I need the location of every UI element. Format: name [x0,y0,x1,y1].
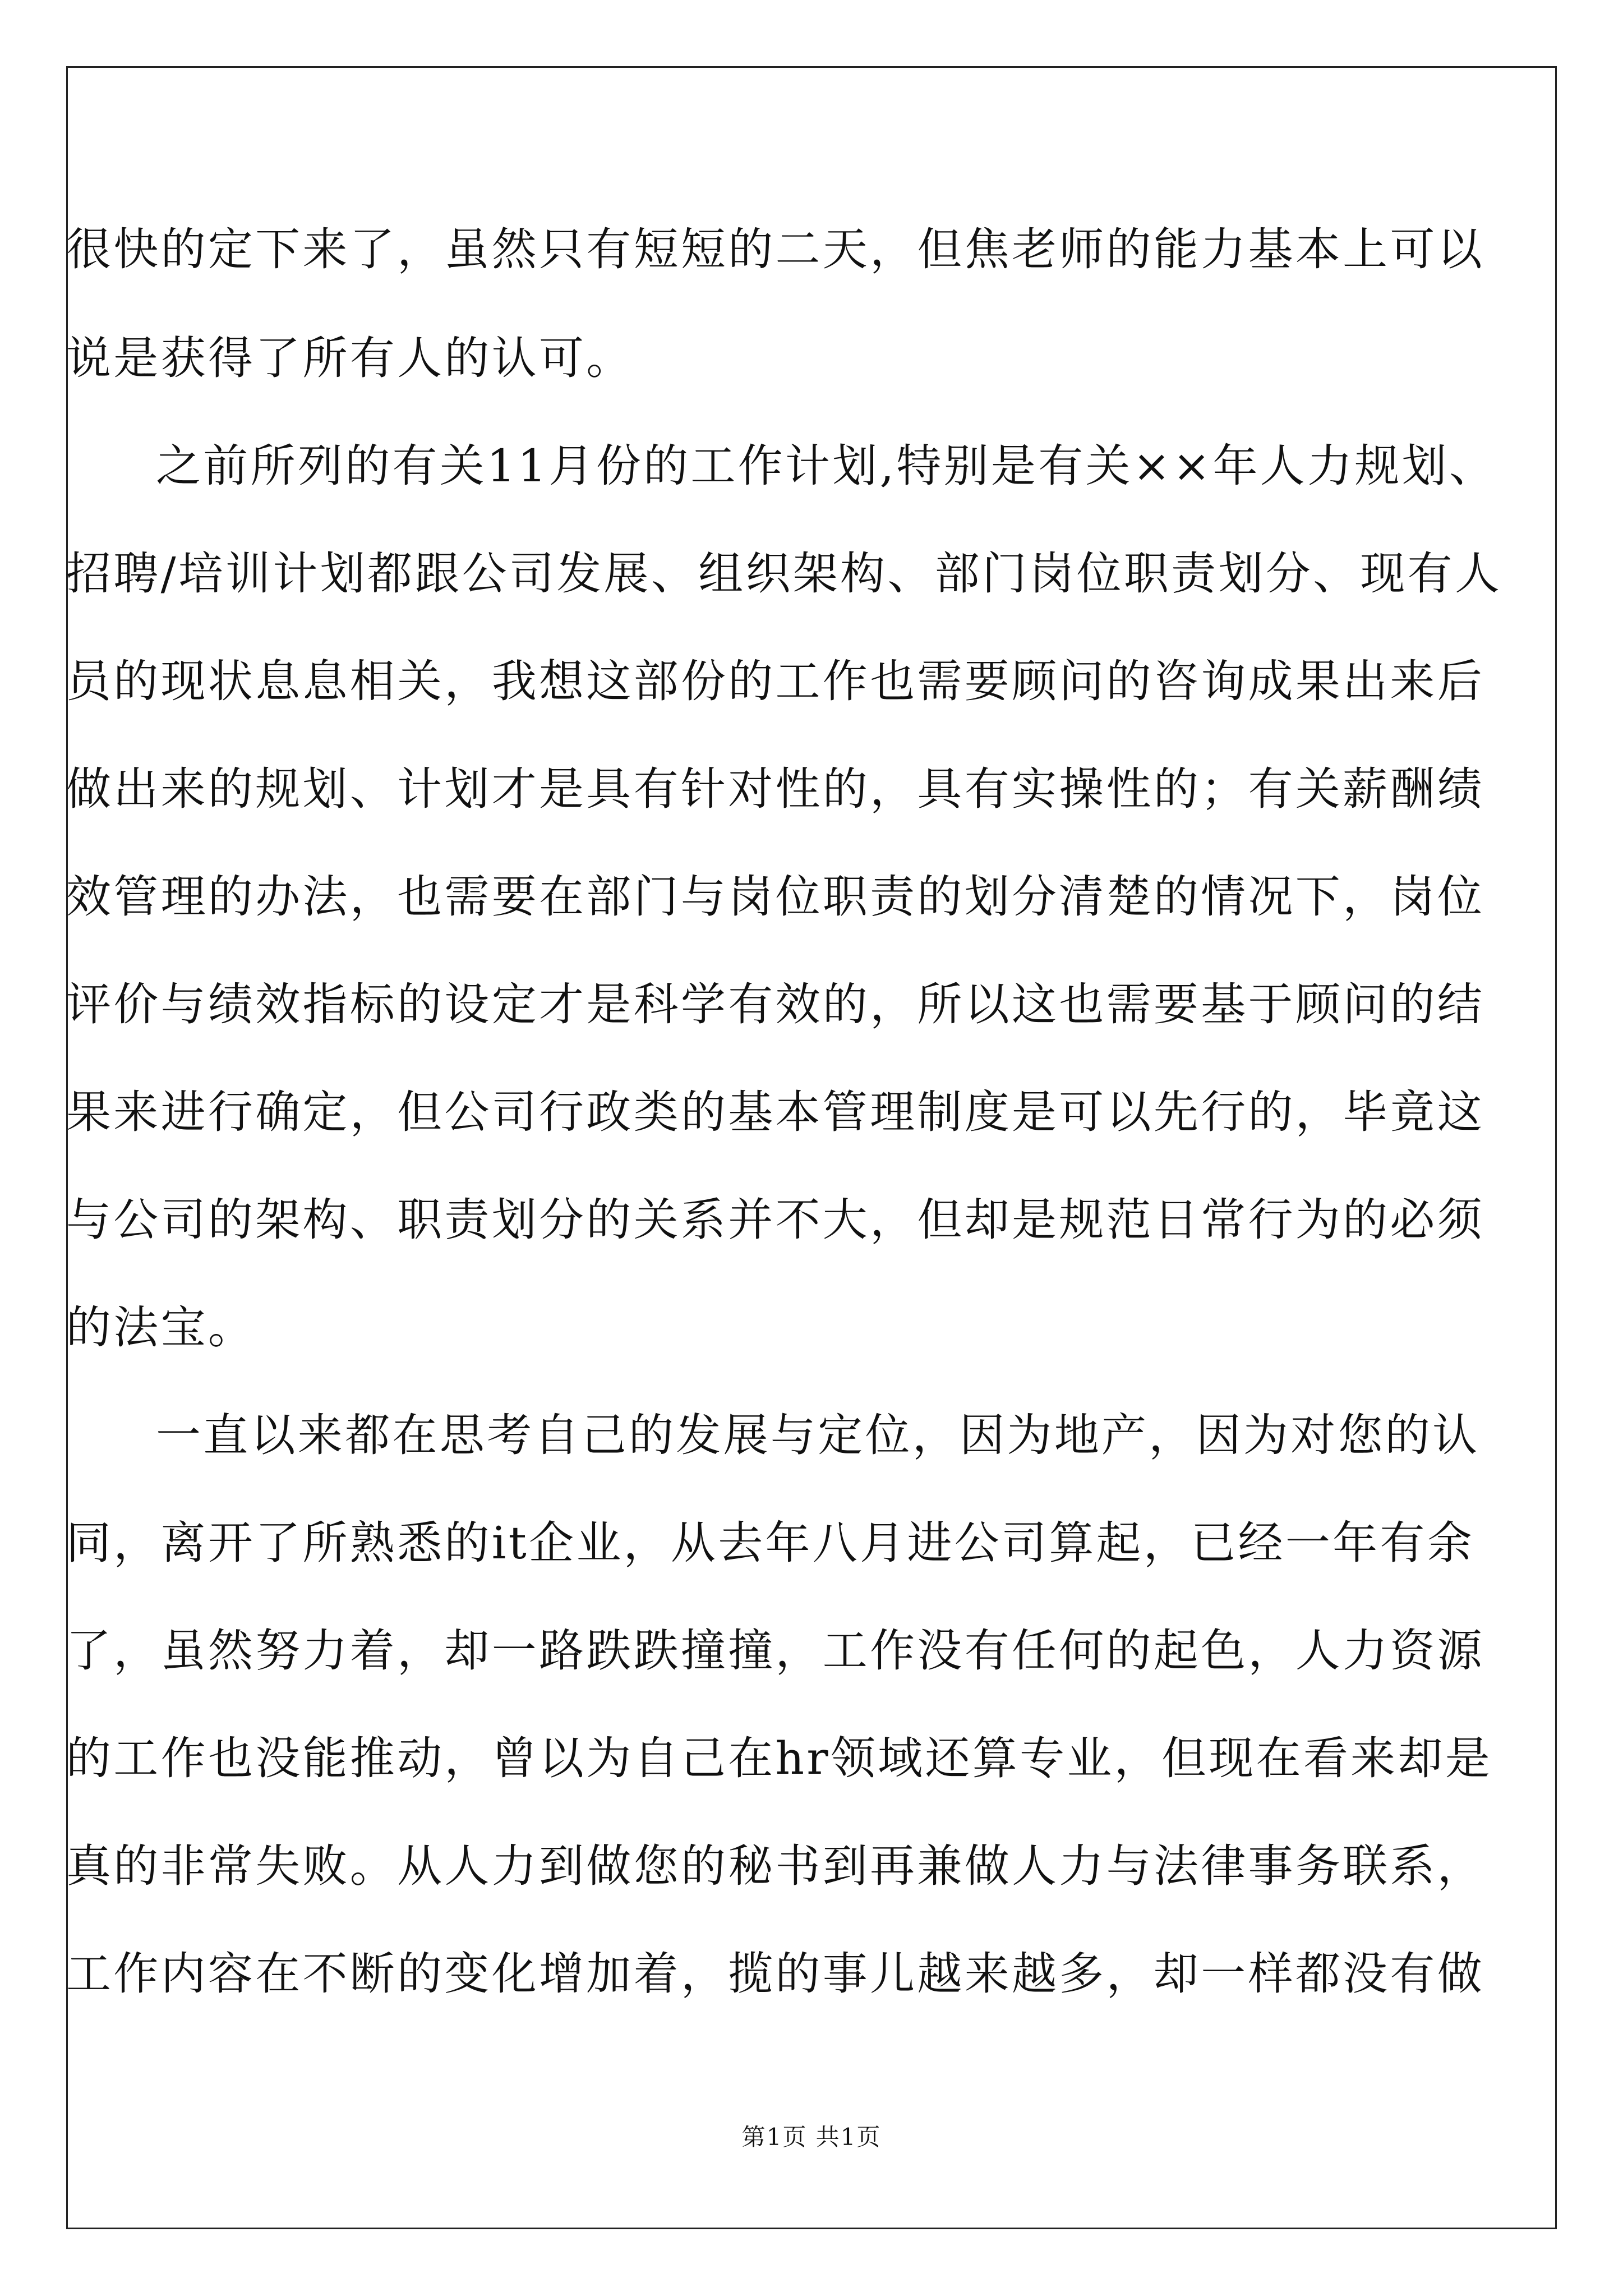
text-line-1: 很快的定下来了，虽然只有短短的二天，但焦老师的能力基本上可以 [66,223,1484,275]
page-number: 第1页 共1页 [741,2123,882,2151]
text-line-13: 同，离开了所熟悉的it企业，从去年八月进公司算起，已经一年有余 [66,1517,1475,1569]
text-line-12: 一直以来都在思考自己的发展与定位，因为地产，因为对您的认 [156,1409,1480,1461]
text-line-15: 的工作也没能推动，曾以为自己在hr领域还算专业，但现在看来却是 [66,1732,1493,1784]
text-line-7: 效管理的办法，也需要在部门与岗位职责的划分清楚的情况下，岗位 [66,871,1484,923]
page-border [66,66,1557,2229]
text-line-8: 评价与绩效指标的设定才是科学有效的，所以这也需要基于顾问的结 [66,978,1484,1030]
text-line-10: 与公司的架构、职责划分的关系并不大，但却是规范日常行为的必须 [66,1194,1484,1246]
text-line-11: 的法宝。 [66,1301,256,1354]
text-line-17: 工作内容在不断的变化增加着，揽的事儿越来越多，却一样都没有做 [66,1948,1484,2000]
text-line-16: 真的非常失败。从人力到做您的秘书到再兼做人力与法律事务联系， [66,1840,1484,1892]
text-line-6: 做出来的规划、计划才是具有针对性的，具有实操性的；有关薪酬绩 [66,763,1484,815]
text-line-4: 招聘/培训计划都跟公司发展、组织架构、部门岗位职责划分、现有人 [66,547,1502,600]
text-line-14: 了，虽然努力着，却一路跌跌撞撞，工作没有任何的起色，人力资源 [66,1625,1484,1677]
text-line-2: 说是获得了所有人的认可。 [66,332,634,384]
text-line-9: 果来进行确定，但公司行政类的基本管理制度是可以先行的，毕竟这 [66,1086,1484,1138]
text-line-3: 之前所列的有关11月份的工作计划,特别是有关××年人力规划、 [156,440,1497,492]
text-line-5: 员的现状息息相关，我想这部份的工作也需要顾问的咨询成果出来后 [66,655,1484,707]
